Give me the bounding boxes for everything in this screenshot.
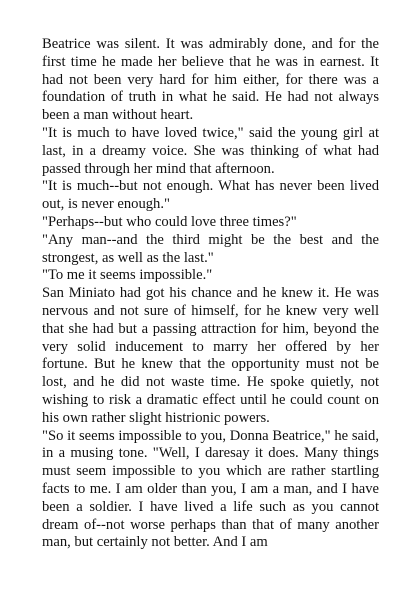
paragraph: "So it seems impossible to you, Donna Beatrice," he said, in a musing tone. "Well, I daresay it does. Many things must seem impossible to you which are rather startling facts to me. I am older than you, I am a man, and I have been a soldier. I have lived a life such as you cannot dream of--not worse perhaps than that of many another man, but certainly not better. And I am [42,427,379,551]
paragraph: San Miniato had got his chance and he knew it. He was nervous and not sure of himself, for he knew very well that she had but a passing attraction for him, beyond the very solid inducement to marry her offered by her fortune. But he knew that the opportunity must not be lost, and he did not waste time. He spoke quietly, not wishing to risk a dramatic effect until he could count on his own rather slight histrionic powers. [42,285,379,426]
paragraph: "Perhaps--but who could love three times?" [42,213,297,230]
paragraph: "It is much--but not enough. What has never been lived out, is never enough." [42,178,379,213]
paragraph: Beatrice was silent. It was admirably done, and for the first time he made her believe that he was in earnest. It had not been very hard for him either, for there was a foundation of truth in what he said. He had not always been a man without heart. [42,36,379,124]
paragraph: "To me it seems impossible." [42,267,213,284]
paragraph: "It is much to have loved twice," said the young girl at last, in a dreamy voice. She was thinking of what had passed through her mind that afternoon. [42,124,379,177]
body-text [42,36,379,552]
paragraph: "Any man--and the third might be the best and the strongest, as well as the last." [42,231,379,266]
